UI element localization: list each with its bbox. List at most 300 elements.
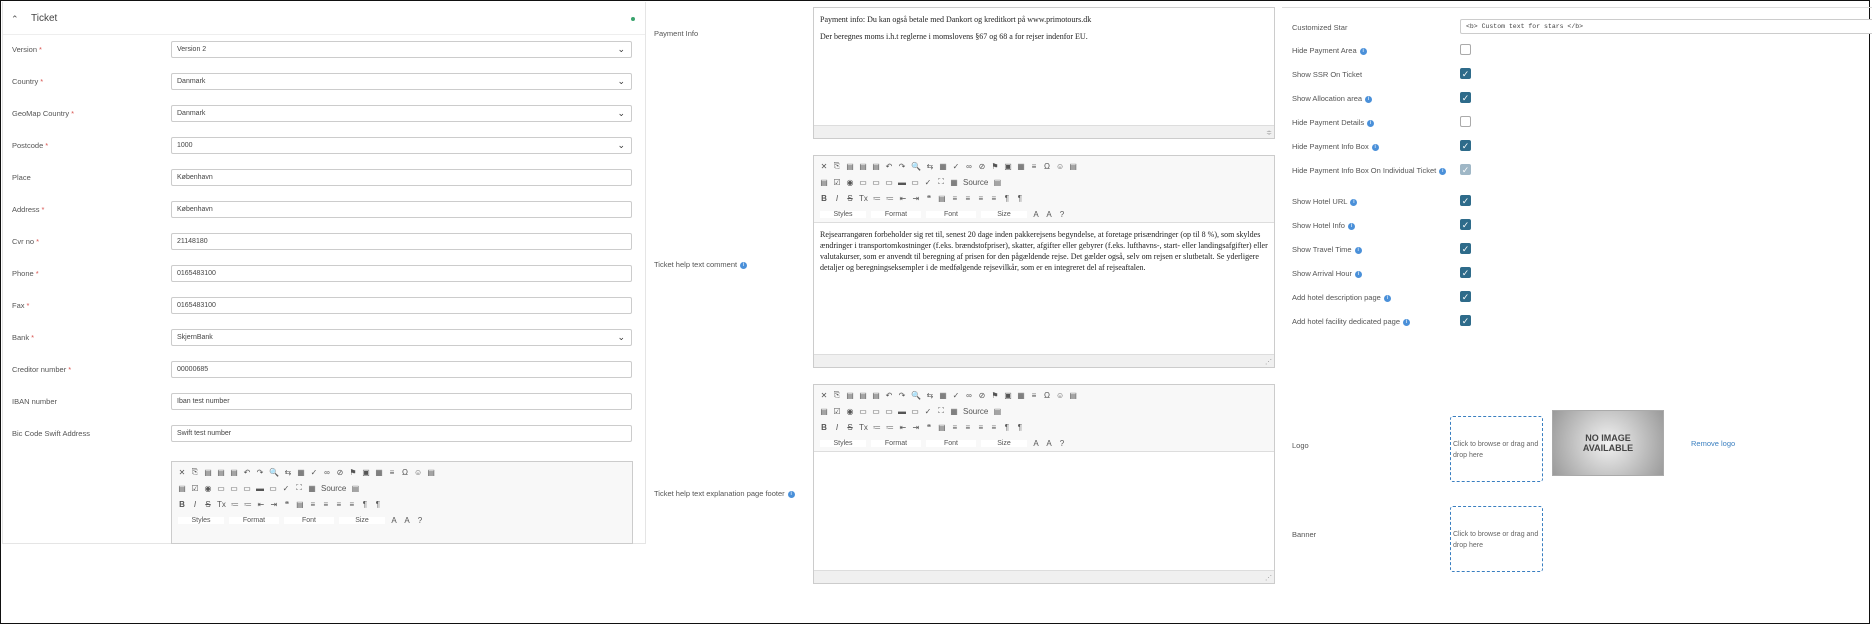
option-label: Hide Payment Details i [1292, 118, 1462, 128]
toolbar-icon[interactable]: ▤ [217, 467, 225, 477]
no-image-placeholder: NO IMAGE AVAILABLE [1552, 410, 1664, 476]
toolbar-icon[interactable]: ⇆ [284, 467, 292, 477]
toolbar-icon[interactable]: ≡ [965, 193, 971, 203]
toolbar-icon[interactable]: ✓ [282, 483, 290, 493]
field-value: SkjernBank [177, 334, 213, 341]
toolbar-icon[interactable]: ◉ [204, 483, 212, 493]
banner-label: Banner [1292, 530, 1317, 539]
option-row [1292, 217, 1872, 237]
toolbar-icon[interactable]: Ω [401, 467, 408, 477]
option-checkbox[interactable]: ✓ [1461, 268, 1470, 278]
option-checkbox[interactable]: ✓ [1461, 141, 1470, 151]
required-mark: * [31, 333, 35, 342]
toolbar-icon[interactable]: ☺ [413, 467, 423, 477]
format-dropdown[interactable]: Format [871, 211, 921, 218]
toolbar-icon[interactable]: ▤ [846, 390, 854, 400]
field-value: København [177, 206, 213, 213]
editor-toolbar-row [820, 436, 1066, 450]
toolbar-icon[interactable]: ≡ [389, 467, 395, 477]
payment-info-content[interactable] [814, 8, 1274, 126]
toolbar-icon[interactable]: ✓ [924, 406, 932, 416]
text-field[interactable] [171, 201, 632, 218]
font-dropdown[interactable]: Font [926, 440, 976, 447]
toolbar-icon[interactable]: ⛶ [938, 177, 944, 186]
status-dot-icon [631, 17, 635, 21]
toolbar-icon[interactable]: ✕ [820, 161, 828, 171]
field-value: Danmark [177, 78, 206, 85]
toolbar-icon[interactable]: ✓ [952, 390, 960, 400]
toolbar-icon[interactable]: ≡ [952, 193, 958, 203]
toolbar-icon[interactable]: ∞ [324, 467, 330, 477]
toolbar-icon[interactable]: ¶ [1004, 422, 1010, 432]
bold-button[interactable]: B [821, 422, 827, 432]
toolbar-icon[interactable]: ∞ [966, 161, 972, 171]
field-label: GeoMap Country * [12, 109, 75, 118]
toolbar-icon[interactable]: ⛶ [938, 406, 944, 415]
customized-star-input[interactable]: <b> Custom text for stars </b> [1460, 19, 1872, 34]
footer-help-editor[interactable] [813, 384, 1275, 584]
font-dropdown[interactable]: Font [284, 517, 334, 524]
toolbar-icon[interactable]: ▤ [938, 193, 946, 203]
rich-text-editor[interactable] [171, 461, 633, 544]
toolbar-icon[interactable]: ⇥ [912, 193, 920, 203]
editor-toolbar-row [178, 513, 424, 527]
info-icon[interactable]: i [1348, 223, 1355, 230]
info-icon[interactable]: i [1355, 271, 1362, 278]
chevron-down-icon[interactable]: ⌄ [617, 108, 625, 118]
toolbar-icon[interactable]: Tx [217, 499, 226, 509]
toolbar-icon[interactable]: ≡ [1031, 161, 1037, 171]
toolbar-icon[interactable]: ▤ [296, 499, 304, 509]
toolbar-icon[interactable]: ✕ [820, 390, 828, 400]
toolbar-icon[interactable]: Tx [859, 193, 868, 203]
ticket-section [2, 2, 646, 544]
option-row [1292, 114, 1872, 134]
footer-help-label: Ticket help text explanation page footer i [654, 489, 795, 498]
info-icon[interactable]: i [740, 262, 747, 269]
toolbar-icon[interactable]: ▭ [885, 177, 893, 187]
toolbar-icon[interactable]: ▦ [939, 161, 947, 171]
toolbar-icon[interactable]: ◉ [846, 177, 854, 187]
info-icon[interactable]: i [1365, 96, 1372, 103]
option-checkbox[interactable]: ✓ [1461, 93, 1470, 103]
editor-content[interactable] [814, 222, 1274, 355]
text-field[interactable] [171, 233, 632, 250]
payment-info-editor[interactable] [813, 7, 1275, 139]
toolbar-icon[interactable]: ? [417, 515, 423, 525]
ticket-help-editor[interactable] [813, 155, 1275, 368]
option-checkbox[interactable]: ✓ [1461, 220, 1470, 230]
size-dropdown[interactable]: Size [339, 517, 385, 524]
editor-resize-bar [814, 354, 1274, 367]
editor-toolbar-row [820, 388, 1077, 402]
toolbar-icon[interactable]: ¶ [1017, 422, 1023, 432]
toolbar-icon[interactable]: ↷ [898, 161, 906, 171]
toolbar-icon[interactable]: ⚑ [991, 390, 999, 400]
toolbar-icon[interactable]: ▦ [1017, 161, 1025, 171]
option-label: Show Travel Time i [1292, 245, 1462, 255]
required-mark: * [68, 365, 72, 374]
toolbar-icon[interactable]: ☑ [191, 483, 199, 493]
toolbar-icon[interactable]: ↶ [243, 467, 251, 477]
toolbar-icon[interactable]: ▤ [846, 161, 854, 171]
ticket-section-header[interactable] [3, 2, 645, 35]
form-row [3, 68, 643, 100]
option-row [1292, 289, 1872, 309]
editor-toolbar-row [820, 191, 1024, 205]
required-mark: * [26, 301, 30, 310]
toolbar-icon[interactable]: ▤ [230, 467, 238, 477]
chevron-down-icon[interactable]: ⌄ [617, 140, 625, 150]
toolbar-icon[interactable]: ▭ [269, 483, 277, 493]
toolbar-icon[interactable]: ≡ [978, 422, 984, 432]
toolbar-icon[interactable]: ✕ [178, 467, 186, 477]
option-row [1292, 265, 1872, 285]
option-checkbox[interactable]: ✓ [1461, 316, 1470, 326]
text-field[interactable] [171, 297, 632, 314]
text-field[interactable] [171, 393, 632, 410]
strike-button[interactable]: S [205, 499, 211, 509]
field-value: Swift test number [177, 430, 232, 437]
toolbar-icon[interactable]: ⇤ [899, 193, 907, 203]
toolbar-icon[interactable]: ✓ [310, 467, 318, 477]
toolbar-icon[interactable]: ▤ [859, 161, 867, 171]
toolbar-icon[interactable]: 🔍 [911, 390, 921, 400]
toolbar-icon[interactable]: ▭ [911, 177, 919, 187]
toolbar-icon[interactable]: ▭ [217, 483, 225, 493]
field-label: Cvr no * [12, 237, 40, 246]
toolbar-icon[interactable]: ⇆ [926, 390, 934, 400]
toolbar-icon[interactable]: ☑ [833, 406, 841, 416]
form-row [3, 388, 643, 420]
option-label: Hide Payment Info Box i [1292, 142, 1462, 152]
toolbar-icon[interactable]: ≡ [952, 422, 958, 432]
toolbar-icon[interactable]: ? [1059, 209, 1065, 219]
remove-logo-link[interactable]: Remove logo [1691, 439, 1736, 448]
toolbar-icon[interactable]: A [1046, 209, 1052, 219]
toolbar-icon[interactable]: ▤ [872, 390, 880, 400]
toolbar-icon[interactable]: ↶ [885, 390, 893, 400]
toolbar-icon[interactable]: ▦ [1017, 390, 1025, 400]
chevron-up-icon[interactable]: ⌃ [11, 14, 19, 24]
resize-grip-icon[interactable]: ⋰ [1265, 359, 1272, 366]
toolbar-icon[interactable]: ⛶ [296, 483, 302, 492]
info-icon[interactable]: i [1350, 199, 1357, 206]
option-label: Show SSR On Ticket [1292, 70, 1363, 79]
chevron-down-icon[interactable]: ⌄ [617, 332, 625, 342]
bold-button[interactable]: B [821, 193, 827, 203]
toolbar-icon[interactable]: ▤ [993, 406, 1002, 416]
toolbar-icon[interactable]: ≔ [230, 499, 239, 509]
toolbar-icon[interactable]: Ω [1043, 390, 1050, 400]
toolbar-icon[interactable]: ≡ [336, 499, 342, 509]
source-button[interactable]: Source [321, 483, 347, 493]
required-mark: * [35, 269, 39, 278]
option-checkbox[interactable]: ✓ [1461, 69, 1470, 79]
customized-star-label: Customized Star [1292, 23, 1348, 32]
option-checkbox[interactable]: ✓ [1461, 196, 1470, 206]
toolbar-icon[interactable]: ≔ [872, 193, 881, 203]
text-field[interactable] [171, 265, 632, 282]
field-value: 1000 [177, 142, 193, 149]
toolbar-icon[interactable]: ▣ [1004, 161, 1012, 171]
toolbar-icon[interactable]: ▦ [950, 406, 958, 416]
form-row [3, 196, 643, 228]
toolbar-icon[interactable]: ⎘ [833, 161, 841, 170]
option-label: Add hotel description page i [1292, 293, 1462, 303]
field-label: Bic Code Swift Address [12, 429, 90, 438]
toolbar-icon[interactable]: ≡ [1031, 390, 1037, 400]
toolbar-icon[interactable]: ▭ [859, 406, 867, 416]
toolbar-icon[interactable]: ¶ [375, 499, 381, 509]
option-checkbox[interactable] [1460, 44, 1471, 55]
field-label: Version * [12, 45, 42, 54]
toolbar-icon[interactable]: ⊘ [978, 390, 986, 400]
resize-grip-icon[interactable]: ⋰ [1265, 575, 1272, 582]
required-mark: * [41, 205, 45, 214]
toolbar-icon[interactable]: ≔ [885, 193, 894, 203]
toolbar-icon[interactable]: ▦ [308, 483, 316, 493]
text-field[interactable] [171, 425, 632, 442]
form-row [3, 100, 643, 132]
editor-toolbar-row [820, 175, 1001, 189]
info-icon[interactable]: i [1439, 168, 1446, 175]
field-label: Fax * [12, 301, 30, 310]
toolbar-icon[interactable]: ≡ [991, 422, 997, 432]
option-checkbox: ✓ [1461, 165, 1470, 175]
toolbar-icon[interactable]: A [1046, 438, 1052, 448]
toolbar-icon[interactable]: ⎘ [833, 390, 841, 399]
toolbar-icon[interactable]: ▦ [939, 390, 947, 400]
toolbar-icon[interactable]: 🔍 [269, 467, 279, 477]
toolbar-icon[interactable]: ▤ [872, 161, 880, 171]
editor-content[interactable] [814, 451, 1274, 571]
toolbar-icon[interactable]: ≔ [243, 499, 252, 509]
editor-toolbar-row [178, 497, 382, 511]
toolbar-icon[interactable]: 🔍 [911, 161, 921, 171]
italic-button[interactable]: I [835, 422, 839, 432]
toolbar-icon[interactable]: ≔ [872, 422, 881, 432]
field-value: København [177, 174, 213, 181]
source-button[interactable]: Source [963, 177, 989, 187]
toolbar-icon[interactable]: ⎘ [191, 467, 199, 476]
toolbar-icon[interactable]: ⚑ [349, 467, 357, 477]
toolbar-icon[interactable]: ▬ [898, 406, 906, 416]
toolbar-icon[interactable]: ▤ [178, 483, 186, 493]
toolbar-icon[interactable]: ▤ [859, 390, 867, 400]
toolbar-icon[interactable]: ⚑ [991, 161, 999, 171]
select-field[interactable] [171, 73, 632, 90]
editor-toolbar-row [820, 404, 1001, 418]
editor-text: Rejsearrangøren forbeholder sig ret til, senest 20 dage inden pakkerejsens begyndelse, at foretage prisændringer (op til 8 %), som skyldes ændringer i transportomkostninger (f.eks. brændstofpriser), skatter, afgifter eller gebyrer (f.eks. lufthavns-, start- eller landingsafgifter) eller valutakurser, som er anvendt til beregning af prisen for den pågældende rejse. Det gælder også, selv om rejsen er slutbetalt. Se yderligere detaljer og beregningseksempler i de medfølgende rejsevilkår, som er en integreret del af rejseaftalen. [820, 230, 1268, 272]
toolbar-icon[interactable]: ⊘ [336, 467, 344, 477]
info-icon[interactable]: i [1360, 48, 1367, 55]
toolbar-icon[interactable]: ¶ [362, 499, 368, 509]
option-checkbox[interactable] [1460, 116, 1471, 127]
field-label: Bank * [12, 333, 35, 342]
toolbar-icon[interactable]: ❝ [284, 499, 290, 509]
toolbar-icon[interactable]: ⇤ [257, 499, 265, 509]
toolbar-icon[interactable]: ▤ [938, 422, 946, 432]
toolbar-icon[interactable]: ? [1059, 438, 1065, 448]
source-button[interactable]: Source [963, 406, 989, 416]
select-field[interactable] [171, 41, 632, 58]
toolbar-icon[interactable]: ⇥ [270, 499, 278, 509]
toolbar-icon[interactable]: ▤ [427, 467, 435, 477]
toolbar-icon[interactable]: ▬ [898, 177, 906, 187]
divider [1282, 7, 1872, 8]
styles-dropdown[interactable]: Styles [820, 440, 866, 447]
field-value: Version 2 [177, 46, 207, 53]
font-dropdown[interactable]: Font [926, 211, 976, 218]
toolbar-icon[interactable]: ❝ [926, 422, 932, 432]
toolbar-icon[interactable]: ▣ [362, 467, 370, 477]
option-checkbox[interactable]: ✓ [1461, 292, 1470, 302]
toolbar-icon[interactable]: Ω [1043, 161, 1050, 171]
select-field[interactable] [171, 105, 632, 122]
field-label: Country * [12, 77, 44, 86]
chevron-down-icon[interactable]: ⌄ [617, 44, 625, 54]
info-icon[interactable]: i [1403, 319, 1410, 326]
toolbar-icon[interactable]: ≡ [349, 499, 355, 509]
italic-button[interactable]: I [193, 499, 197, 509]
info-icon[interactable]: i [1372, 144, 1379, 151]
toolbar-icon[interactable]: ▤ [351, 483, 360, 493]
select-field[interactable] [171, 137, 632, 154]
option-row [1292, 313, 1872, 333]
toolbar-icon[interactable]: ▭ [230, 483, 238, 493]
toolbar-icon[interactable]: ▤ [204, 467, 212, 477]
toolbar-icon[interactable]: ▣ [1004, 390, 1012, 400]
format-dropdown[interactable]: Format [229, 517, 279, 524]
editor-toolbar-row [820, 207, 1066, 221]
toolbar-icon[interactable]: ▭ [911, 406, 919, 416]
editor-resize-bar [814, 125, 1274, 138]
chevron-down-icon[interactable]: ⌄ [617, 76, 625, 86]
strike-button[interactable]: S [847, 193, 853, 203]
required-mark: * [40, 77, 44, 86]
toolbar-icon[interactable]: ▤ [1069, 161, 1077, 171]
toolbar-icon[interactable]: ▤ [1069, 390, 1077, 400]
info-icon[interactable]: i [788, 491, 795, 498]
toolbar-icon[interactable]: ▭ [872, 406, 880, 416]
toolbar-icon[interactable]: ▦ [950, 177, 958, 187]
option-label: Add hotel facility dedicated page i [1292, 317, 1462, 327]
form-row [3, 164, 643, 196]
toolbar-icon[interactable]: ↷ [256, 467, 264, 477]
toolbar-icon[interactable]: ∞ [966, 390, 972, 400]
toolbar-icon[interactable]: ¶ [1017, 193, 1023, 203]
toolbar-icon[interactable]: ≡ [310, 499, 316, 509]
info-icon[interactable]: i [1384, 295, 1391, 302]
bold-button[interactable]: B [179, 499, 185, 509]
toolbar-icon[interactable]: ⊘ [978, 161, 986, 171]
option-checkbox[interactable]: ✓ [1461, 244, 1470, 254]
toolbar-icon[interactable]: ▤ [993, 177, 1002, 187]
required-mark: * [45, 141, 49, 150]
toolbar-icon[interactable]: ☺ [1055, 390, 1065, 400]
strike-button[interactable]: S [847, 422, 853, 432]
ticket-help-label: Ticket help text comment i [654, 260, 747, 269]
styles-dropdown[interactable]: Styles [178, 517, 224, 524]
toolbar-icon[interactable]: ▦ [375, 467, 383, 477]
form-row [3, 36, 643, 68]
payment-info-label: Payment Info [654, 29, 699, 38]
form-row [3, 260, 643, 292]
size-dropdown[interactable]: Size [981, 211, 1027, 218]
toolbar-icon[interactable]: ▬ [256, 483, 264, 493]
text-field[interactable] [171, 169, 632, 186]
toolbar-icon[interactable]: Tx [859, 422, 868, 432]
toolbar-icon[interactable]: ✓ [924, 177, 932, 187]
toolbar-icon[interactable]: ✓ [952, 161, 960, 171]
toolbar-icon[interactable]: A [1033, 438, 1039, 448]
field-label: Phone * [12, 269, 39, 278]
form-row [3, 292, 643, 324]
field-label: Place [12, 173, 31, 182]
toolbar-icon[interactable]: ▤ [820, 406, 828, 416]
toolbar-icon[interactable]: ⇥ [912, 422, 920, 432]
info-icon[interactable]: i [1355, 247, 1362, 254]
payment-info-line-1: Payment info: Du kan også betale med Dankort og kreditkort på www.primotours.dk [820, 15, 1092, 24]
option-label: Show Allocation area i [1292, 94, 1462, 104]
info-icon[interactable]: i [1367, 120, 1374, 127]
italic-button[interactable]: I [835, 193, 839, 203]
select-field[interactable] [171, 329, 632, 346]
text-field[interactable] [171, 361, 632, 378]
toolbar-icon[interactable]: ≡ [965, 422, 971, 432]
format-dropdown[interactable]: Format [871, 440, 921, 447]
toolbar-icon[interactable]: ▤ [820, 177, 828, 187]
resize-grip-icon[interactable]: ≑ [1266, 130, 1272, 137]
logo-dropzone[interactable]: Click to browse or drag and drop here [1450, 416, 1543, 482]
editor-toolbar-row [178, 465, 435, 479]
toolbar-icon[interactable]: ▭ [243, 483, 251, 493]
styles-dropdown[interactable]: Styles [820, 211, 866, 218]
toolbar-icon[interactable]: A [404, 515, 410, 525]
field-label: Creditor number * [12, 365, 72, 374]
editor-toolbar-row [178, 481, 359, 495]
toolbar-icon[interactable]: ≔ [885, 422, 894, 432]
toolbar-icon[interactable]: ▦ [297, 467, 305, 477]
toolbar-icon[interactable]: ⇤ [899, 422, 907, 432]
toolbar-icon[interactable]: ☺ [1055, 161, 1065, 171]
toolbar-icon[interactable]: ≡ [991, 193, 997, 203]
editor-toolbar-row [820, 420, 1024, 434]
toolbar-icon[interactable]: ▭ [872, 177, 880, 187]
size-dropdown[interactable]: Size [981, 440, 1027, 447]
option-row [1292, 162, 1872, 182]
toolbar-icon[interactable]: ¶ [1004, 193, 1010, 203]
toolbar-icon[interactable]: ⇆ [926, 161, 934, 171]
banner-dropzone[interactable]: Click to browse or drag and drop here [1450, 506, 1543, 572]
field-value: 0165483100 [177, 302, 216, 309]
toolbar-icon[interactable]: ▭ [885, 406, 893, 416]
toolbar-icon[interactable]: ≡ [978, 193, 984, 203]
toolbar-icon[interactable]: A [1033, 209, 1039, 219]
required-mark: * [39, 45, 42, 54]
toolbar-icon[interactable]: A [391, 515, 397, 525]
toolbar-icon[interactable]: ↶ [885, 161, 893, 171]
toolbar-icon[interactable]: ❝ [926, 193, 932, 203]
toolbar-icon[interactable]: ◉ [846, 406, 854, 416]
editor-resize-bar [814, 570, 1274, 583]
toolbar-icon[interactable]: ↷ [898, 390, 906, 400]
field-value: 00000685 [177, 366, 209, 373]
toolbar-icon[interactable]: ▭ [859, 177, 867, 187]
toolbar-icon[interactable]: ≡ [323, 499, 329, 509]
toolbar-icon[interactable]: ☑ [833, 177, 841, 187]
